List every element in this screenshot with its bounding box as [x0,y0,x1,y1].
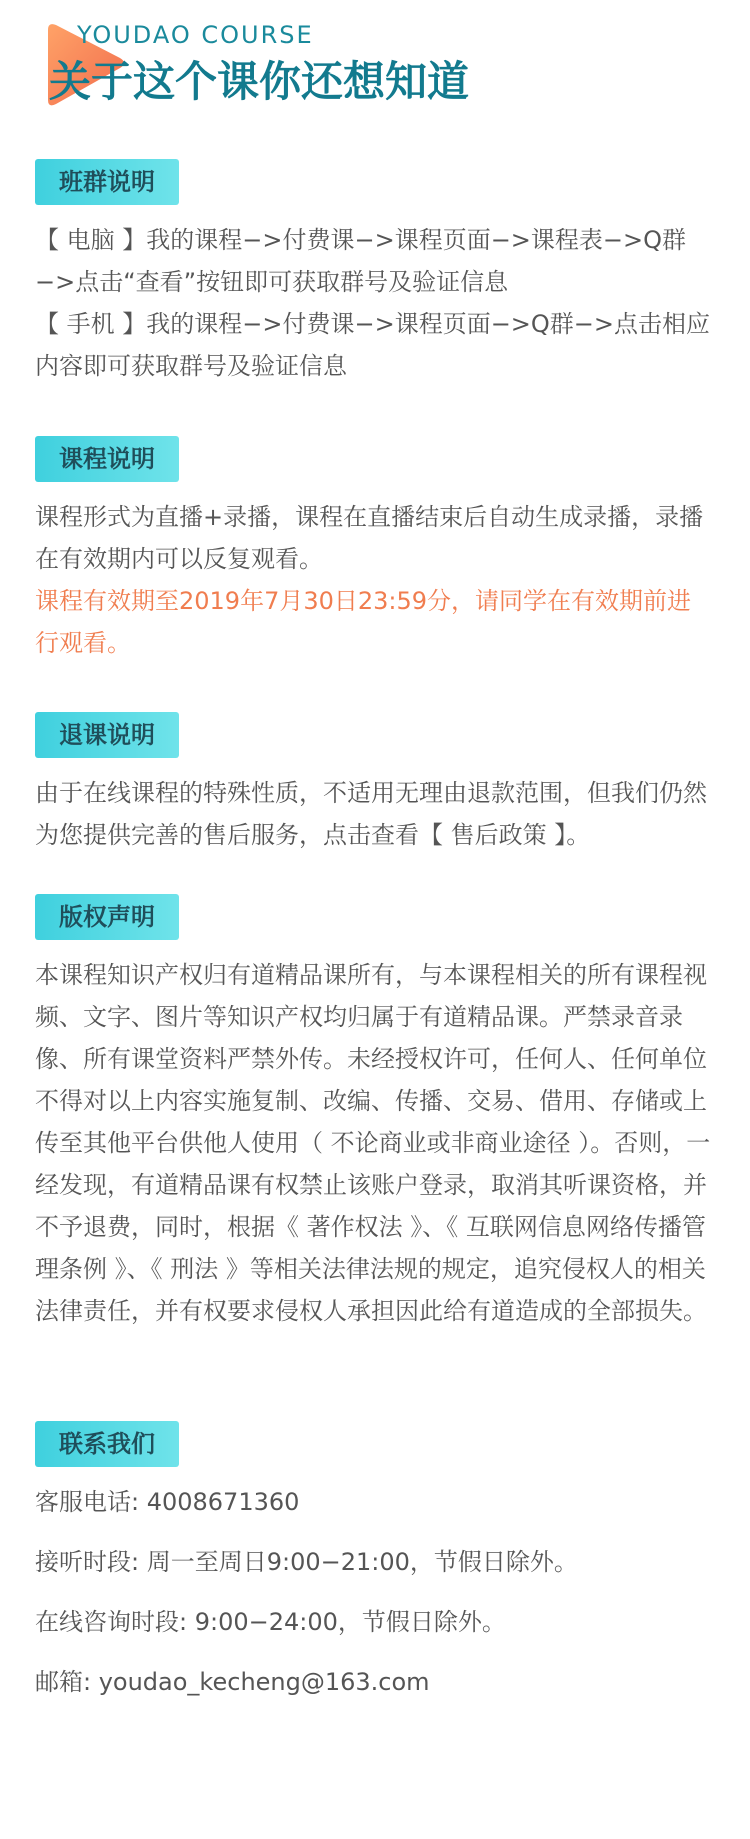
email-line: 邮箱: youdao_kecheng@163.com [35,1668,430,1696]
hours-line: 接听时段: 周一至周日9:00−21:00，节假日除外。 [35,1548,578,1576]
paragraph: 【 电脑 】我的课程−>付费课−>课程页面−>课程表−>Q群−>点击“查看”按钮即可获取群号及验证信息 [35,226,687,296]
brand-text: YOUDAO COURSE [77,21,314,49]
paragraph: 本课程知识产权归有道精品课所有，与本课程相关的所有课程视频、文字、图片等知识产权均归属于有道精品课。严禁录音录像、所有课堂资料严禁外传。未经授权许可，任何人、任何单位不得对以上内容实施复制、改编、传播、交易、借用、存储或上传至其他平台供他人使用（ 不论商业或非商业途径 ）。否则，一经发现，有道精品课有权禁止该账户登录，取消其听课资格，并不予退费，同时，根据《 著作权法 》、《 互联网信息网络传播管理条例 》、《 刑法 》等相关法律法规的规定，追究侵权人的相关法律责任，并有权要求侵权人承担因此给有道造成的全部损失。 [35,961,711,1325]
header [35,16,715,116]
section-heading: 班群说明 [35,159,179,205]
phone-line: 客服电话: 4008671360 [35,1488,300,1516]
section-refund [35,712,715,856]
paragraph: 由于在线课程的特殊性质，不适用无理由退款范围，但我们仍然为您提供完善的售后服务，点击查看【 售后政策 】。 [35,779,707,849]
section-heading: 版权声明 [35,894,179,940]
paragraph: 【 手机 】我的课程−>付费课−>课程页面−>Q群−>点击相应内容即可获取群号及验证信息 [35,310,711,380]
paragraph: 课程形式为直播+录播，课程在直播结束后自动生成录播，录播在有效期内可以反复观看。 [35,503,704,573]
page-title: 关于这个课你还想知道 [49,57,470,106]
section-heading: 联系我们 [35,1421,179,1467]
online-hours-line: 在线咨询时段: 9:00−24:00，节假日除外。 [35,1608,506,1636]
section-contact [35,1421,715,1703]
section-heading: 退课说明 [35,712,179,758]
validity-notice: 课程有效期至2019年7月30日23:59分，请同学在有效期前进行观看。 [35,587,692,657]
section-copyright [35,894,715,1332]
section-heading: 课程说明 [35,436,179,482]
section-course-info [35,436,715,664]
section-class-group [35,159,715,387]
